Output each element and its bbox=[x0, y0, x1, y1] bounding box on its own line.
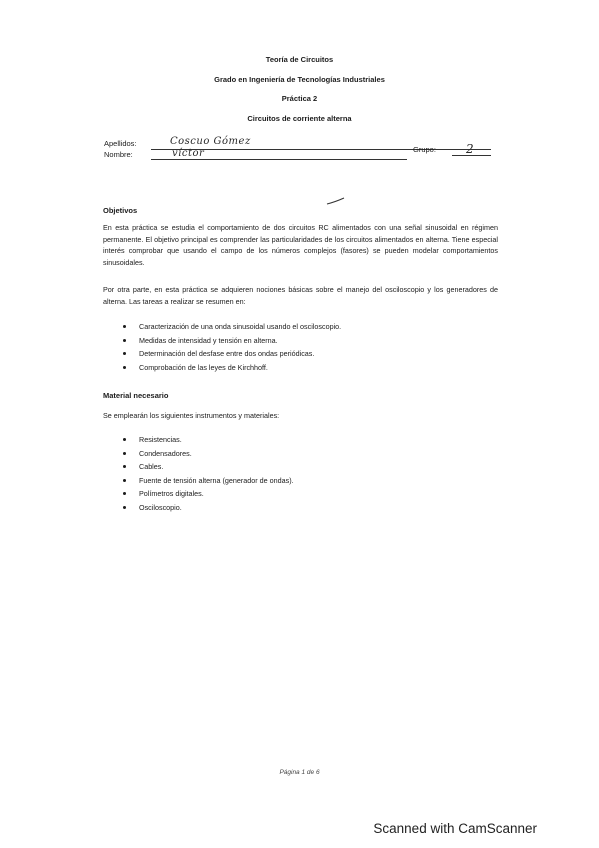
pen-stroke-mark bbox=[326, 196, 346, 206]
bullet-icon bbox=[123, 452, 126, 455]
bullet-icon bbox=[123, 465, 126, 468]
bullet-icon bbox=[123, 438, 126, 441]
tasks-list bbox=[123, 320, 341, 374]
material-list bbox=[123, 433, 294, 514]
bullet-icon bbox=[123, 506, 126, 509]
list-item: Determinación del desfase entre dos ondas periódicas. bbox=[123, 347, 341, 361]
name-label: Nombre: bbox=[104, 150, 133, 159]
list-item: Polímetros digitales. bbox=[123, 487, 294, 501]
degree-title: Grado en Ingeniería de Tecnologías Industriales bbox=[214, 75, 385, 84]
bullet-icon bbox=[123, 325, 126, 328]
objetivos-paragraph-2: Por otra parte, en esta práctica se adquieren nociones básicas sobre el manejo del osciloscopio y los generadores de alterna. Las tareas a realizar se resumen en: bbox=[103, 285, 498, 306]
name-line bbox=[151, 159, 407, 160]
course-title: Teoría de Circuitos bbox=[265, 55, 334, 64]
bullet-icon bbox=[123, 352, 126, 355]
surname-handwritten: Coscuo Gómez bbox=[170, 136, 251, 147]
bullet-icon bbox=[123, 339, 126, 342]
bullet-icon bbox=[123, 366, 126, 369]
group-handwritten: 2 bbox=[466, 142, 475, 156]
practice-number: Práctica 2 bbox=[281, 94, 318, 103]
camscanner-watermark: Scanned with CamScanner bbox=[373, 821, 537, 836]
list-item: Medidas de intensidad y tensión en alterna. bbox=[123, 334, 341, 348]
bullet-icon bbox=[123, 479, 126, 482]
list-item: Osciloscopio. bbox=[123, 501, 294, 515]
objetivos-paragraph-1: En esta práctica se estudia el comportamiento de dos circuitos RC alimentados con una señal sinusoidal en régimen permanente. El objetivo principal es comprender las particularidades de los circuitos alimentados en alterna. Tiene especial interés comprobar que usando el campo de los números complejos (fasores) se pueden modelar comportamientos sinusoidales. bbox=[103, 223, 498, 267]
surname-label: Apellidos: bbox=[104, 139, 137, 148]
page-number: Página 1 de 6 bbox=[279, 769, 320, 776]
list-item: Caracterización de una onda sinusoidal usando el osciloscopio. bbox=[123, 320, 341, 334]
list-item: Fuente de tensión alterna (generador de ondas). bbox=[123, 474, 294, 488]
material-heading: Material necesario bbox=[103, 391, 169, 400]
objetivos-heading: Objetivos bbox=[103, 206, 138, 215]
list-item: Cables. bbox=[123, 460, 294, 474]
group-label: Grupo: bbox=[413, 145, 436, 154]
material-intro: Se emplearán los siguientes instrumentos y materiales: bbox=[103, 411, 280, 420]
name-handwritten: víctor bbox=[172, 148, 205, 159]
bullet-icon bbox=[123, 492, 126, 495]
practice-topic: Circuitos de corriente alterna bbox=[247, 114, 352, 123]
list-item: Comprobación de las leyes de Kirchhoff. bbox=[123, 361, 341, 375]
list-item: Resistencias. bbox=[123, 433, 294, 447]
list-item: Condensadores. bbox=[123, 447, 294, 461]
